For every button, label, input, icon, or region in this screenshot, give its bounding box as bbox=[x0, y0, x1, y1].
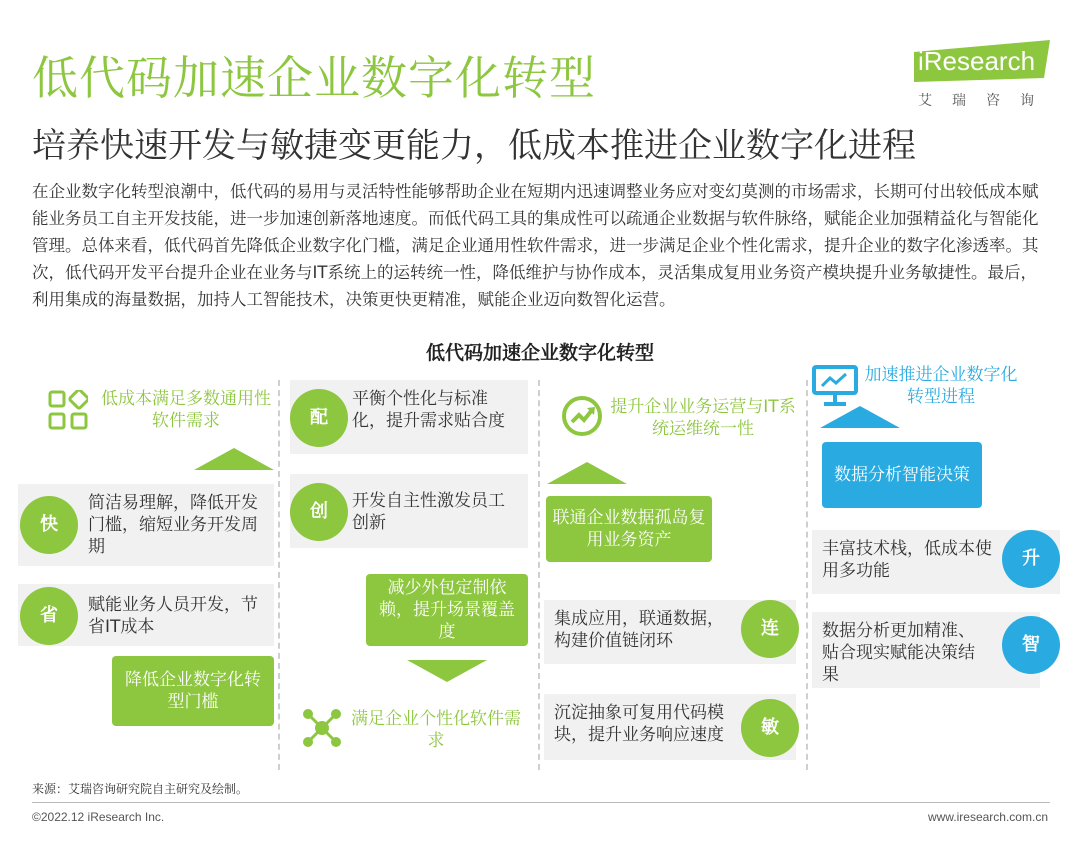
card-lian: 集成应用，联通数据，构建价值链闭环 bbox=[544, 600, 796, 664]
page-title: 低代码加速企业数字化转型 bbox=[32, 51, 596, 105]
badge-sheng-up: 升 bbox=[1002, 530, 1060, 588]
footer-divider bbox=[32, 802, 1050, 803]
website-url: www.iresearch.com.cn bbox=[927, 810, 1048, 824]
badge-lian: 连 bbox=[741, 600, 799, 658]
card-kuai: 简洁易理解，降低开发门槛，缩短业务开发周期 bbox=[18, 484, 274, 566]
source-note: 来源：艾瑞咨询研究院自主研究及绘制。 bbox=[32, 782, 249, 796]
column-divider bbox=[806, 380, 808, 770]
network-icon bbox=[300, 706, 344, 750]
col4-arrow-up bbox=[820, 406, 900, 428]
badge-min: 敏 bbox=[741, 699, 799, 757]
card-chuang: 开发自主性激发员工创新 bbox=[290, 474, 528, 548]
col2-heading: 满足企业个性化软件需求 bbox=[351, 709, 521, 751]
presentation-board-icon bbox=[812, 364, 858, 406]
col1-box: 降低企业数字化转型门槛 bbox=[112, 656, 274, 726]
card-sheng-up: 丰富技术栈，低成本使用多功能 bbox=[812, 530, 1060, 594]
badge-sheng: 省 bbox=[20, 587, 78, 645]
growth-chart-icon bbox=[560, 394, 604, 438]
badge-zhi: 智 bbox=[1002, 616, 1060, 674]
col4-heading: 加速推进企业数字化转型进程 bbox=[864, 365, 1018, 407]
col2-arrow-down bbox=[407, 660, 487, 682]
diagram-title: 低代码加速企业数字化转型 bbox=[425, 342, 654, 364]
col3-heading: 提升企业业务运营与IT系统运维统一性 bbox=[610, 397, 796, 439]
card-pei: 平衡个性化与标准化，提升需求贴合度 bbox=[290, 380, 528, 454]
page-subtitle: 培养快速开发与敏捷变更能力，低成本推进企业数字化进程 bbox=[32, 126, 916, 166]
card-min: 沉淀抽象可复用代码模块，提升业务响应速度 bbox=[544, 694, 796, 760]
column-divider bbox=[538, 380, 540, 770]
logo-text: iResearch bbox=[918, 46, 1036, 76]
card-zhi: 数据分析更加精准、贴合现实赋能决策结果 bbox=[812, 612, 1040, 688]
badge-chuang: 创 bbox=[290, 483, 348, 541]
copyright: ©2022.12 iResearch Inc. bbox=[32, 810, 165, 824]
badge-pei: 配 bbox=[290, 389, 348, 447]
badge-kuai: 快 bbox=[20, 496, 78, 554]
card-sheng: 赋能业务人员开发，节省IT成本 bbox=[18, 584, 274, 646]
col3-box: 联通企业数据孤岛复用业务资产 bbox=[546, 496, 712, 562]
column-divider bbox=[278, 380, 280, 770]
app-grid-icon bbox=[48, 390, 88, 430]
col1-heading: 低成本满足多数通用性软件需求 bbox=[101, 389, 271, 431]
iresearch-logo bbox=[910, 38, 1052, 110]
col2-box: 减少外包定制依赖，提升场景覆盖度 bbox=[366, 574, 528, 646]
col3-arrow-up bbox=[547, 462, 627, 484]
logo-cn: 艾瑞咨询 bbox=[918, 93, 1054, 109]
col1-arrow-up bbox=[194, 448, 274, 470]
intro-paragraph: 在企业数字化转型浪潮中，低代码的易用与灵活特性能够帮助企业在短期内迅速调整业务应对变幻莫测的市场需求，长期可付出较低成本赋能业务员工自主开发技能，进一步加速创新落地速度。而低代码工具的集成性可以疏通企业数据与软件脉络，赋能企业加强精益化与智能化管理。总体来看，低代码首先降低企业数字化门槛，满足企业通用性软件需求，进一步满足企业个性化需求，提升企业的数字化渗透率。其次，低代码开发平台提升企业在业务与IT系统上的运转统一性，降低维护与协作成本，灵活集成复用业务资产模块提升业务敏捷性。最后，利用集成的海量数据，加持人工智能技术，决策更快更精准，赋能企业迈向数智化运营。 bbox=[32, 182, 1039, 309]
col4-box: 数据分析智能决策 bbox=[822, 442, 982, 508]
